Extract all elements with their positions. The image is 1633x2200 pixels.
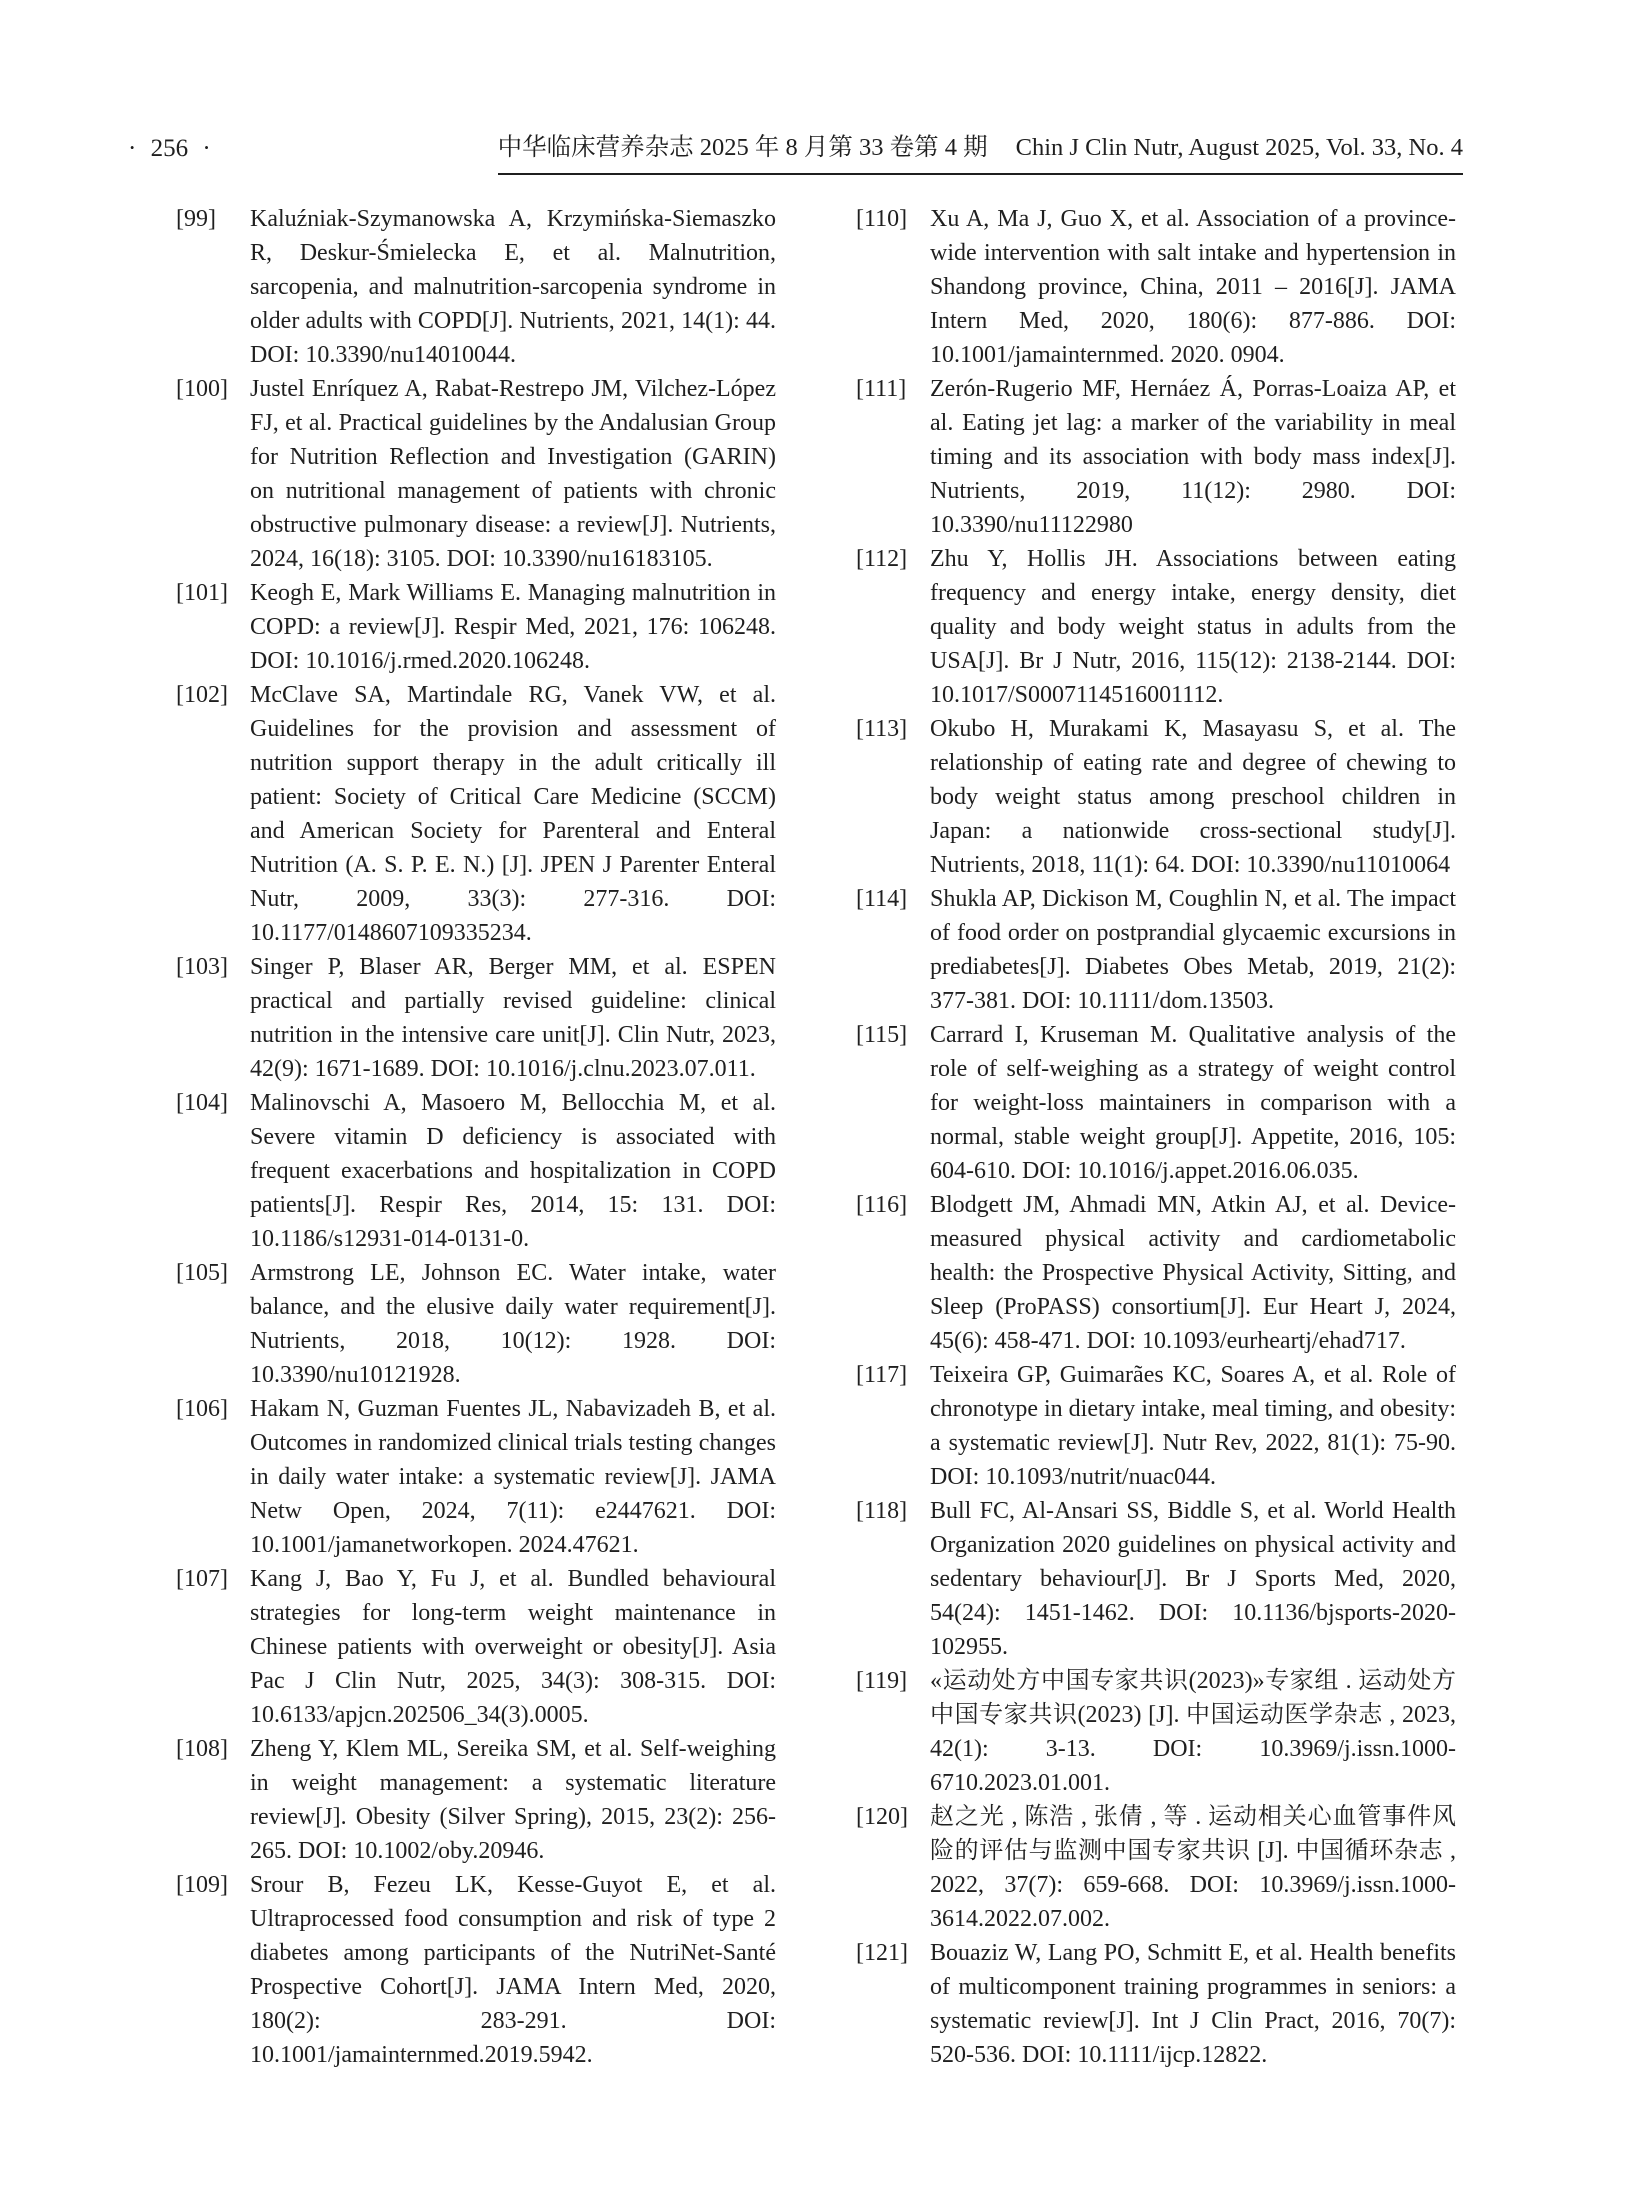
reference-number: [102] xyxy=(176,682,228,708)
reference-item xyxy=(176,1392,776,1562)
reference-text: Zheng Y, Klem ML, Sereika SM, et al. Self-weighing in weight management: a systematic literature review[J]. Obesity (Silver Spring), 2015, 23(2): 256-265. DOI: 10.1002/oby.20946. xyxy=(250,1736,776,1864)
reference-text: Justel Enríquez A, Rabat-Restrepo JM, Vilchez-López FJ, et al. Practical guidelines by the Andalusian Group for Nutrition Reflection and Investigation (GARIN) on nutritional management of patients with chronic obstructive pulmonary disease: a review[J]. Nutrients, 2024, 16(18): 3105. DOI: 10.3390/nu16183105. xyxy=(250,376,776,572)
reference-item xyxy=(856,372,1456,542)
reference-text: Zerón-Rugerio MF, Hernáez Á, Porras-Loaiza AP, et al. Eating jet lag: a marker of the variability in meal timing and its association with body mass index[J]. Nutrients, 2019, 11(12): 2980. DOI: 10.3390/nu11122980 xyxy=(930,376,1456,538)
reference-item xyxy=(176,1868,776,2072)
reference-text: Bouaziz W, Lang PO, Schmitt E, et al. Health benefits of multicomponent training programmes in seniors: a systematic review[J]. Int J Clin Pract, 2016, 70(7): 520-536. DOI: 10.1111/ijcp.12822. xyxy=(930,1940,1456,2068)
reference-item xyxy=(856,1494,1456,1664)
reference-item xyxy=(856,882,1456,1018)
reference-text: Kaluźniak-Szymanowska A, Krzymińska-Siemaszko R, Deskur-Śmielecka E, et al. Malnutrition, sarcopenia, and malnutrition-sarcopenia syndrome in older adults with COPD[J]. Nutrients, 2021, 14(1): 44. DOI: 10.3390/nu14010044. xyxy=(250,206,776,368)
reference-number: [117] xyxy=(856,1362,908,1388)
reference-number: [118] xyxy=(856,1498,908,1524)
reference-text: Singer P, Blaser AR, Berger MM, et al. ESPEN practical and partially revised guideline: clinical nutrition in the intensive care unit[J]. Clin Nutr, 2023, 42(9): 1671-1689. DOI: 10.1016/j.clnu.2023.07.011. xyxy=(250,954,776,1082)
reference-text: Keogh E, Mark Williams E. Managing malnutrition in COPD: a review[J]. Respir Med, 2021, 176: 106248. DOI: 10.1016/j.rmed.2020.106248. xyxy=(250,580,776,674)
journal-title-cn: 中华临床营养杂志 2025 年 8 月第 33 卷第 4 期 xyxy=(497,134,988,161)
reference-number: [99] xyxy=(176,206,216,232)
journal-title xyxy=(498,128,1463,175)
reference-text: Shukla AP, Dickison M, Coughlin N, et al. The impact of food order on postprandial glycaemic excursions in prediabetes[J]. Diabetes Obes Metab, 2019, 21(2): 377-381. DOI: 10.1111/dom.13503. xyxy=(930,886,1456,1014)
reference-text: Zhu Y, Hollis JH. Associations between eating frequency and energy intake, energy density, diet quality and body weight status in adults from the USA[J]. Br J Nutr, 2016, 115(12): 2138-2144. DOI: 10.1017/S0007114516001112. xyxy=(930,546,1456,708)
reference-number: [111] xyxy=(856,376,907,402)
reference-item xyxy=(856,1664,1456,1800)
reference-item xyxy=(856,712,1456,882)
reference-item xyxy=(176,1256,776,1392)
reference-item xyxy=(176,950,776,1086)
reference-number: [112] xyxy=(856,546,908,572)
reference-item xyxy=(176,1086,776,1256)
reference-item xyxy=(856,1800,1456,1936)
reference-text: «运动处方中国专家共识(2023)»专家组 . 运动处方中国专家共识(2023) [J]. 中国运动医学杂志 , 2023, 42(1): 3-13. DOI: 10.3969/j.issn.1000-6710.2023.01.001. xyxy=(930,1668,1456,1796)
references-column-right xyxy=(856,202,1456,2072)
reference-number: [116] xyxy=(856,1192,908,1218)
reference-number: [105] xyxy=(176,1260,228,1286)
reference-text: Srour B, Fezeu LK, Kesse-Guyot E, et al. Ultraprocessed food consumption and risk of type 2 diabetes among participants of the NutriNet-Santé Prospective Cohort[J]. JAMA Intern Med, 2020, 180(2): 283-291. DOI: 10.1001/jamainternmed.2019.5942. xyxy=(250,1872,776,2068)
reference-text: Blodgett JM, Ahmadi MN, Atkin AJ, et al. Device-measured physical activity and cardiometabolic health: the Prospective Physical Activity, Sitting, and Sleep (ProPASS) consortium[J]. Eur Heart J, 2024, 45(6): 458-471. DOI: 10.1093/eurheartj/ehad717. xyxy=(930,1192,1456,1354)
reference-number: [120] xyxy=(856,1804,908,1830)
reference-number: [114] xyxy=(856,886,908,912)
reference-item xyxy=(856,1188,1456,1358)
reference-number: [106] xyxy=(176,1396,228,1422)
reference-number: [115] xyxy=(856,1022,908,1048)
reference-item xyxy=(856,1936,1456,2072)
page-number: · 256 · xyxy=(128,135,211,162)
journal-title-en: Chin J Clin Nutr, August 2025, Vol. 33, No. 4 xyxy=(1015,134,1463,161)
reference-text: McClave SA, Martindale RG, Vanek VW, et al. Guidelines for the provision and assessment of nutrition support therapy in the adult critically ill patient: Society of Critical Care Medicine (SCCM) and American Society for Parenteral and Enteral Nutrition (A. S. P. E. N.) [J]. JPEN J Parenter Enteral Nutr, 2009, 33(3): 277-316. DOI: 10.1177/0148607109335234. xyxy=(250,682,776,946)
reference-number: [108] xyxy=(176,1736,228,1762)
reference-item xyxy=(176,1562,776,1732)
reference-item xyxy=(856,1358,1456,1494)
reference-number: [107] xyxy=(176,1566,228,1592)
reference-text: Okubo H, Murakami K, Masayasu S, et al. The relationship of eating rate and degree of chewing to body weight status among preschool children in Japan: a nationwide cross-sectional study[J]. Nutrients, 2018, 11(1): 64. DOI: 10.3390/nu11010064 xyxy=(930,716,1456,878)
reference-item xyxy=(176,372,776,576)
reference-item xyxy=(176,576,776,678)
reference-number: [101] xyxy=(176,580,228,606)
reference-number: [109] xyxy=(176,1872,228,1898)
reference-number: [103] xyxy=(176,954,228,980)
reference-text: Armstrong LE, Johnson EC. Water intake, water balance, and the elusive daily water requirement[J]. Nutrients, 2018, 10(12): 1928. DOI: 10.3390/nu10121928. xyxy=(250,1260,776,1388)
reference-number: [104] xyxy=(176,1090,228,1116)
reference-item xyxy=(856,1018,1456,1188)
reference-text: Hakam N, Guzman Fuentes JL, Nabavizadeh B, et al. Outcomes in randomized clinical trials testing changes in daily water intake: a systematic review[J]. JAMA Netw Open, 2024, 7(11): e2447621. DOI: 10.1001/jamanetworkopen. 2024.47621. xyxy=(250,1396,776,1558)
reference-number: [113] xyxy=(856,716,908,742)
reference-text: Malinovschi A, Masoero M, Bellocchia M, et al. Severe vitamin D deficiency is associated with frequent exacerbations and hospitalization in COPD patients[J]. Respir Res, 2014, 15: 131. DOI: 10.1186/s12931-014-0131-0. xyxy=(250,1090,776,1252)
reference-item xyxy=(176,202,776,372)
reference-item xyxy=(856,542,1456,712)
page-header xyxy=(128,128,1463,175)
reference-text: Carrard I, Kruseman M. Qualitative analysis of the role of self-weighing as a strategy of weight control for weight-loss maintainers in comparison with a normal, stable weight group[J]. Appetite, 2016, 105: 604-610. DOI: 10.1016/j.appet.2016.06.035. xyxy=(930,1022,1456,1184)
reference-number: [119] xyxy=(856,1668,908,1694)
reference-text: Kang J, Bao Y, Fu J, et al. Bundled behavioural strategies for long-term weight maintenance in Chinese patients with overweight or obesity[J]. Asia Pac J Clin Nutr, 2025, 34(3): 308-315. DOI: 10.6133/apjcn.202506_34(3).0005. xyxy=(250,1566,776,1728)
references-column-left xyxy=(176,202,776,2072)
reference-text: Teixeira GP, Guimarães KC, Soares A, et al. Role of chronotype in dietary intake, meal timing, and obesity: a systematic review[J]. Nutr Rev, 2022, 81(1): 75-90. DOI: 10.1093/nutrit/nuac044. xyxy=(930,1362,1456,1490)
reference-text: Bull FC, Al-Ansari SS, Biddle S, et al. World Health Organization 2020 guidelines on physical activity and sedentary behaviour[J]. Br J Sports Med, 2020, 54(24): 1451-1462. DOI: 10.1136/bjsports-2020-102955. xyxy=(930,1498,1456,1660)
reference-item xyxy=(176,678,776,950)
reference-number: [121] xyxy=(856,1940,908,1966)
references-section xyxy=(176,202,1456,2072)
reference-number: [100] xyxy=(176,376,228,402)
reference-text: Xu A, Ma J, Guo X, et al. Association of a province-wide intervention with salt intake and hypertension in Shandong province, China, 2011 – 2016[J]. JAMA Intern Med, 2020, 180(6): 877-886. DOI: 10.1001/jamainternmed. 2020. 0904. xyxy=(930,206,1456,368)
reference-text: 赵之光 , 陈浩 , 张倩 , 等 . 运动相关心血管事件风险的评估与监测中国专家共识 [J]. 中国循环杂志 , 2022, 37(7): 659-668. DOI: 10.3969/j.issn.1000-3614.2022.07.002. xyxy=(930,1804,1456,1932)
reference-number: [110] xyxy=(856,206,908,232)
reference-item xyxy=(856,202,1456,372)
reference-item xyxy=(176,1732,776,1868)
